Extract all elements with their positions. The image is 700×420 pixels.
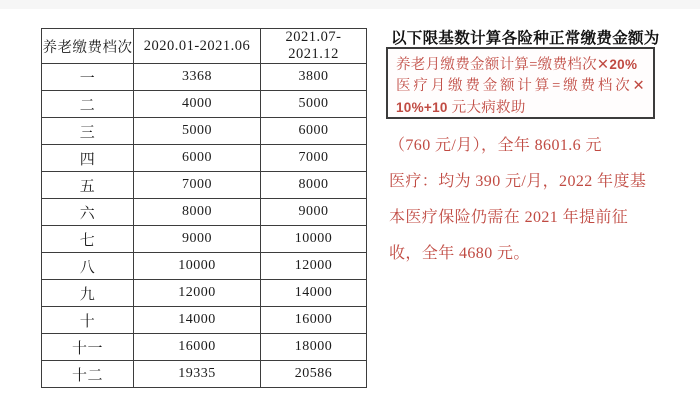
table-row (42, 253, 367, 280)
medical-formula-line-2 (396, 97, 645, 119)
amount-cell: 20586 (261, 361, 367, 388)
pension-formula-text: 养老月缴费金额计算=缴费档次✕ (396, 57, 610, 73)
amount-cell: 8000 (134, 199, 261, 226)
table-header-row (42, 29, 367, 64)
table-row (42, 226, 367, 253)
pension-tier-table (41, 28, 367, 388)
amount-cell: 8000 (261, 172, 367, 199)
amount-cell: 6000 (261, 118, 367, 145)
scan-artifact-band (0, 0, 700, 9)
amount-cell: 18000 (261, 334, 367, 361)
table-row (42, 361, 367, 388)
note-line: 医疗：均为 390 元/月，2022 年度基 (389, 173, 647, 190)
amount-cell: 6000 (134, 145, 261, 172)
amount-cell: 7000 (261, 145, 367, 172)
table-row (42, 64, 367, 91)
pension-formula-line (396, 54, 645, 76)
table-row (42, 145, 367, 172)
header-period-1: 2020.01-2021.06 (134, 29, 261, 64)
medical-formula-rest: 元大病救助 (447, 100, 526, 116)
amount-cell: 19335 (134, 361, 261, 388)
tier-label: 三 (42, 118, 134, 145)
tier-label: 九 (42, 280, 134, 307)
amount-cell: 14000 (261, 280, 367, 307)
amount-cell: 16000 (261, 307, 367, 334)
amount-cell: 10000 (261, 226, 367, 253)
table-row (42, 172, 367, 199)
amount-cell: 4000 (134, 91, 261, 118)
note-line: （760 元/月），全年 8601.6 元 (389, 137, 602, 154)
payment-note (389, 128, 655, 272)
tier-label: 七 (42, 226, 134, 253)
tier-label: 一 (42, 64, 134, 91)
tier-label: 四 (42, 145, 134, 172)
note-line: 收，全年 4680 元。 (389, 245, 530, 262)
medical-rate: 10%+10 (396, 100, 448, 115)
tier-label: 二 (42, 91, 134, 118)
amount-cell: 12000 (261, 253, 367, 280)
table-row (42, 334, 367, 361)
table-row (42, 199, 367, 226)
amount-cell: 3368 (134, 64, 261, 91)
amount-cell: 5000 (261, 91, 367, 118)
amount-cell: 3800 (261, 64, 367, 91)
amount-cell: 16000 (134, 334, 261, 361)
tier-label: 八 (42, 253, 134, 280)
table-row (42, 280, 367, 307)
formula-box (386, 47, 655, 119)
header-period-2: 2021.07-2021.12 (261, 29, 367, 64)
tier-label: 六 (42, 199, 134, 226)
table-row (42, 307, 367, 334)
tier-label: 五 (42, 172, 134, 199)
amount-cell: 14000 (134, 307, 261, 334)
table-body (42, 64, 367, 388)
header-tier: 养老缴费档次 (42, 29, 134, 64)
table-row (42, 118, 367, 145)
amount-cell: 12000 (134, 280, 261, 307)
right-panel-title: 以下限基数计算各险种正常缴费金额为 (391, 30, 660, 47)
medical-formula-line: 医疗月缴费金额计算=缴费档次✕ (396, 78, 645, 94)
amount-cell: 5000 (134, 118, 261, 145)
tier-label: 十二 (42, 361, 134, 388)
tier-label: 十一 (42, 334, 134, 361)
note-line: 本医疗保险仍需在 2021 年提前征 (389, 209, 629, 226)
amount-cell: 10000 (134, 253, 261, 280)
tier-label: 十 (42, 307, 134, 334)
pension-rate: 20% (609, 57, 638, 72)
amount-cell: 7000 (134, 172, 261, 199)
table-row (42, 91, 367, 118)
amount-cell: 9000 (261, 199, 367, 226)
amount-cell: 9000 (134, 226, 261, 253)
